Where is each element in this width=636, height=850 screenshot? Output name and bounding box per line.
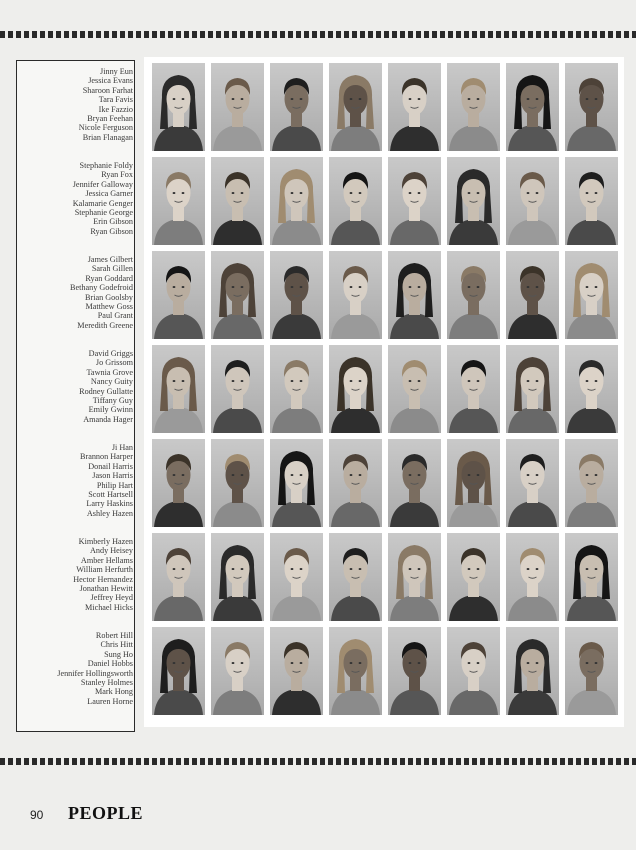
student-name: Jessica Evans xyxy=(88,76,133,86)
student-name: Kalamarie Genger xyxy=(72,198,133,208)
name-group xyxy=(17,67,133,142)
student-name: Amber Hellams xyxy=(80,555,133,565)
student-portrait xyxy=(565,157,618,245)
student-portrait xyxy=(447,439,500,527)
student-portrait xyxy=(329,63,382,151)
student-name: Stanley Holmes xyxy=(80,678,133,688)
student-portrait xyxy=(270,439,323,527)
student-name: Jinny Eun xyxy=(100,67,133,76)
student-portrait xyxy=(152,345,205,433)
student-portrait xyxy=(447,63,500,151)
student-name: William Herfurth xyxy=(76,565,133,575)
student-portrait xyxy=(329,157,382,245)
student-name: Erin Gibson xyxy=(93,217,133,227)
student-portrait xyxy=(211,533,264,621)
student-name: Hector Hernandez xyxy=(73,574,133,584)
student-portrait xyxy=(152,533,205,621)
student-name: Bryan Feehan xyxy=(87,114,133,124)
student-name: James Gilbert xyxy=(87,255,133,264)
student-portrait xyxy=(506,251,559,339)
student-name: Jeffrey Heyd xyxy=(90,593,133,603)
student-name: Matthew Goss xyxy=(85,302,133,312)
student-name: Rodney Gullatte xyxy=(79,386,133,396)
student-name: Chris Hitt xyxy=(100,640,133,650)
student-name: Mark Hong xyxy=(95,687,133,697)
student-portrait xyxy=(506,157,559,245)
student-portrait xyxy=(565,627,618,715)
name-group xyxy=(17,631,133,706)
student-portrait xyxy=(506,627,559,715)
student-portrait xyxy=(211,627,264,715)
student-name: Stephanie Foldy xyxy=(79,161,133,170)
student-portrait xyxy=(152,63,205,151)
student-name: Tara Favis xyxy=(98,95,133,105)
student-name: Jo Grissom xyxy=(95,358,133,368)
student-portrait xyxy=(506,439,559,527)
student-name: Kimberly Hazen xyxy=(78,537,133,546)
student-portrait xyxy=(506,533,559,621)
name-group xyxy=(17,537,133,612)
student-portrait xyxy=(565,251,618,339)
student-name: Emily Gwinn xyxy=(88,405,133,415)
student-name: Philip Hart xyxy=(96,480,133,490)
student-portrait xyxy=(329,251,382,339)
student-name: Meredith Greene xyxy=(77,320,133,330)
student-name: Sharoon Farhat xyxy=(82,85,133,95)
student-portrait xyxy=(329,533,382,621)
student-portrait xyxy=(270,251,323,339)
student-portrait xyxy=(388,533,441,621)
student-name: Scott Hartsell xyxy=(88,490,133,500)
name-group xyxy=(17,349,133,424)
student-portrait xyxy=(447,251,500,339)
student-name: Daniel Hobbs xyxy=(87,659,133,669)
student-portrait xyxy=(447,627,500,715)
student-name: Nancy Guity xyxy=(90,377,133,387)
student-name: Jessica Garner xyxy=(85,189,133,199)
student-portrait xyxy=(506,345,559,433)
student-portrait xyxy=(388,63,441,151)
student-name: Tawnia Grove xyxy=(86,367,133,377)
student-portrait xyxy=(329,345,382,433)
student-portrait xyxy=(565,63,618,151)
student-name: Sarah Gillen xyxy=(91,264,133,274)
student-portrait xyxy=(388,345,441,433)
student-name: Jason Harris xyxy=(92,471,133,481)
student-portrait xyxy=(270,627,323,715)
page-number: 90 xyxy=(30,808,44,822)
student-portrait xyxy=(270,345,323,433)
student-name: Andy Heisey xyxy=(90,546,133,556)
student-portrait xyxy=(388,439,441,527)
student-portrait xyxy=(388,157,441,245)
student-name: Ji Han xyxy=(111,443,133,452)
student-name: Nicole Ferguson xyxy=(78,123,133,133)
student-portrait xyxy=(388,251,441,339)
photo-grid xyxy=(144,57,624,727)
student-portrait xyxy=(152,251,205,339)
student-portrait xyxy=(211,345,264,433)
student-portrait xyxy=(565,439,618,527)
student-name: Bethany Godefroid xyxy=(70,283,133,293)
student-name: David Griggs xyxy=(88,349,133,358)
student-portrait xyxy=(447,533,500,621)
student-name: Ryan Gibson xyxy=(90,226,133,236)
student-portrait xyxy=(211,251,264,339)
student-name: Larry Haskins xyxy=(86,499,133,509)
student-portrait xyxy=(329,439,382,527)
student-name: Donail Harris xyxy=(88,461,133,471)
perforation-bottom xyxy=(0,758,636,765)
student-portrait xyxy=(211,439,264,527)
student-portrait xyxy=(565,345,618,433)
student-name: Tiffany Guy xyxy=(92,396,133,406)
student-portrait xyxy=(565,533,618,621)
student-name: Brian Flanagan xyxy=(82,132,133,142)
student-portrait xyxy=(270,533,323,621)
student-name: Lauren Horne xyxy=(87,696,133,706)
section-title: PEOPLE xyxy=(68,803,144,823)
student-name: Amanda Hager xyxy=(83,414,133,424)
name-group xyxy=(17,161,133,236)
student-name: Paul Grant xyxy=(97,311,133,321)
student-name: Ryan Goddard xyxy=(85,273,133,283)
student-portrait xyxy=(388,627,441,715)
student-portrait xyxy=(506,63,559,151)
student-portrait xyxy=(211,63,264,151)
student-portrait xyxy=(447,345,500,433)
student-name: Jennifer Galloway xyxy=(72,179,133,189)
student-name: Michael Hicks xyxy=(85,602,133,612)
student-portrait xyxy=(211,157,264,245)
names-panel xyxy=(16,60,135,732)
student-name: Brannon Harper xyxy=(80,452,133,462)
student-name: Jennifer Hollingsworth xyxy=(57,668,133,678)
student-portrait xyxy=(329,627,382,715)
name-group xyxy=(17,255,133,330)
student-name: Sung Ho xyxy=(104,649,133,659)
student-portrait xyxy=(447,157,500,245)
student-portrait xyxy=(270,63,323,151)
student-name: Ryan Fox xyxy=(101,170,133,180)
student-portrait xyxy=(152,627,205,715)
student-portrait xyxy=(152,157,205,245)
student-name: Stephanie George xyxy=(74,208,133,218)
student-name: Brian Goolsby xyxy=(85,292,133,302)
student-name: Jonathan Hewitt xyxy=(79,584,133,594)
perforation-top xyxy=(0,31,636,38)
student-name: Ike Fazzio xyxy=(98,104,133,114)
student-name: Robert Hill xyxy=(95,631,133,640)
student-portrait xyxy=(152,439,205,527)
student-portrait xyxy=(270,157,323,245)
name-group xyxy=(17,443,133,518)
student-name: Ashley Hazen xyxy=(86,508,133,518)
